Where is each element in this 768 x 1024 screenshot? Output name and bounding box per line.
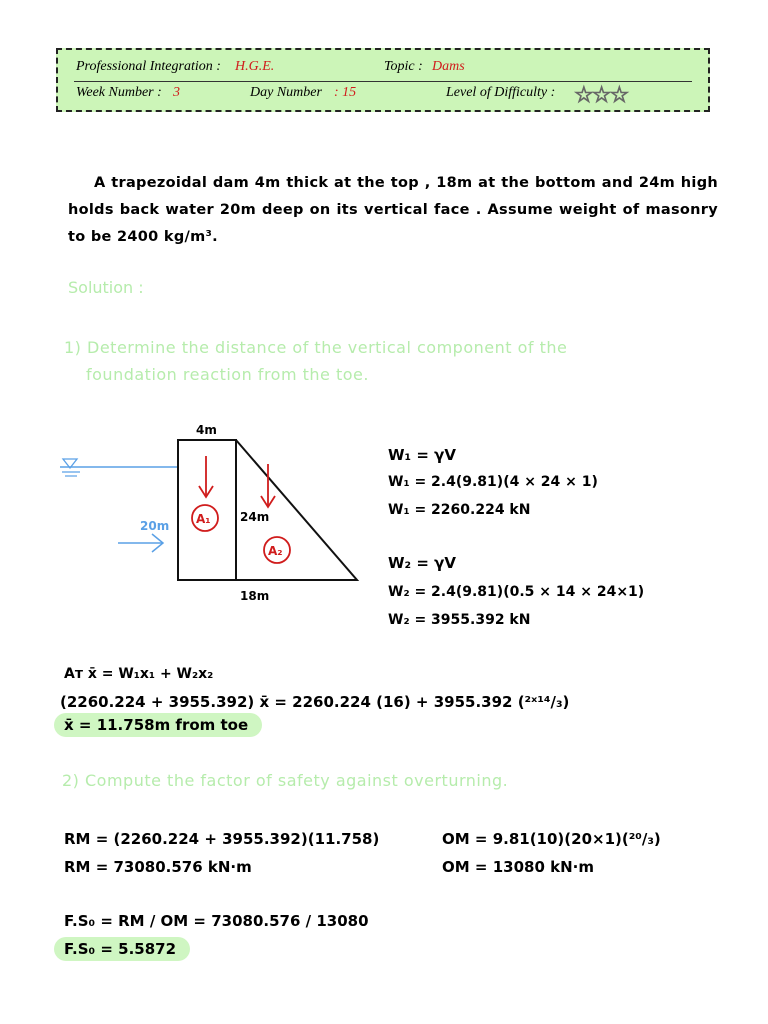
xbar-result: x̄ = 11.758m from toe [54, 713, 262, 737]
pi-label: Professional Integration : [76, 59, 221, 74]
w1-equation-2: W₁ = 2.4(9.81)(4 × 24 × 1) [388, 474, 598, 490]
xbar-result-highlight [54, 716, 262, 734]
question-2: 2) Compute the factor of safety against overturning. [62, 771, 509, 790]
problem-text: A trapezoidal dam 4m thick at the top , 18m at the bottom and 24m high holds back water 20m deep on its vertical face . Assume weight of masonry to be 2400 kg/m³. [68, 175, 718, 245]
w2-equation-3: W₂ = 3955.392 kN [388, 612, 531, 628]
moment-equation-2: (2260.224 + 3955.392) x̄ = 2260.224 (16) + 3955.392 (²ˣ¹⁴/₃) [60, 693, 570, 711]
height-label: 24m [240, 510, 270, 524]
fs-result: F.S₀ = 5.5872 [54, 937, 190, 961]
rm-equation-1: RM = (2260.224 + 3955.392)(11.758) [64, 830, 380, 848]
bottom-width-label: 18m [240, 589, 270, 603]
water-depth-label: 20m [140, 519, 170, 533]
moment-equation-1: Aᴛ x̄ = W₁x₁ + W₂x₂ [64, 666, 214, 682]
om-equation-1: OM = 9.81(10)(20×1)(²⁰/₃) [442, 830, 661, 848]
topic-value: Dams [432, 59, 465, 74]
day-value: : 15 [334, 85, 357, 100]
rm-equation-2: RM = 73080.576 kN·m [64, 858, 252, 876]
solution-label: Solution : [68, 278, 144, 297]
topic-label: Topic : [384, 59, 423, 74]
pi-value: H.G.E. [235, 59, 275, 74]
day-label: Day Number [250, 85, 322, 100]
fs-equation-1: F.S₀ = RM / OM = 73080.576 / 13080 [64, 912, 369, 930]
question-1-line-2: foundation reaction from the toe. [86, 365, 369, 384]
w2-equation-2: W₂ = 2.4(9.81)(0.5 × 14 × 24×1) [388, 584, 645, 600]
top-width-label: 4m [196, 423, 217, 437]
a1-label: A₁ [196, 512, 211, 526]
w2-equation-1: W₂ = γV [388, 554, 456, 572]
w1-equation-1: W₁ = γV [388, 446, 456, 464]
weight-arrow-1-icon [199, 456, 213, 497]
difficulty-label: Level of Difficulty : [446, 85, 556, 100]
difficulty-stars-icon: ☆☆☆ [574, 82, 628, 107]
week-label: Week Number : [76, 85, 162, 100]
om-equation-2: OM = 13080 kN·m [442, 858, 594, 876]
week-value: 3 [173, 85, 180, 100]
fs-result-highlight [54, 940, 190, 958]
w1-equation-3: W₁ = 2260.224 kN [388, 502, 531, 518]
water-pressure-arrow-icon [118, 534, 163, 552]
question-1-line-1: 1) Determine the distance of the vertical component of the [64, 338, 568, 357]
a2-label: A₂ [268, 544, 283, 558]
